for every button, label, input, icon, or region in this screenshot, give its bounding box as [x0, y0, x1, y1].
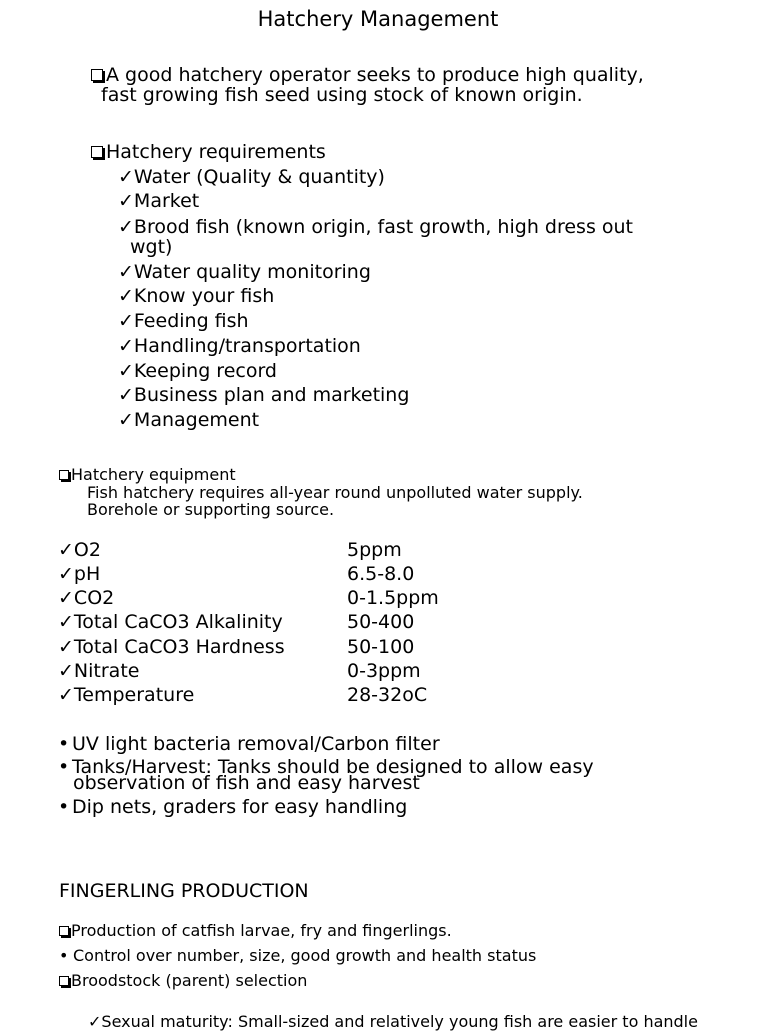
checkmark-icon: ✓ [58, 660, 74, 682]
requirement-text: Brood fish (known origin, fast growth, high dress out [133, 216, 633, 238]
parameter-value: 28-32oC [347, 684, 428, 706]
bullet-item: • UV light bacteria removal/Carbon filter [58, 733, 440, 755]
checkmark-icon: ✓ [118, 166, 134, 188]
fingerling-item: ✓Sexual maturity: Small-sized and relatively young fish are easier to handle [88, 1012, 698, 1031]
parameter-name: ✓Total CaCO3 Hardness [58, 636, 285, 658]
equipment-heading-text: Hatchery equipment [71, 465, 236, 484]
requirement-item [118, 336, 361, 357]
requirements-heading [91, 142, 326, 163]
checkmark-icon: ✓ [88, 1012, 102, 1031]
requirement-item [118, 410, 259, 431]
requirement-text: Know your fish [133, 285, 275, 307]
bullet-dot-icon: • [58, 733, 70, 755]
requirement-item [118, 286, 274, 307]
square-bullet-icon [59, 976, 69, 986]
checkmark-icon: ✓ [118, 360, 134, 382]
checkmark-icon: ✓ [58, 587, 74, 609]
intro-text-1: A good hatchery operator seeks to produce high quality, [106, 64, 644, 86]
checkmark-icon: ✓ [58, 636, 74, 658]
parameter-value: 50-400 [347, 611, 415, 633]
checkmark-icon: ✓ [58, 563, 74, 585]
requirement-item [118, 385, 409, 406]
page-title: Hatchery Management [257, 7, 499, 31]
requirements-heading-text: Hatchery requirements [106, 141, 326, 163]
requirement-text: Market [133, 190, 200, 212]
parameter-value: 0-1.5ppm [347, 587, 439, 609]
checkmark-icon: ✓ [118, 261, 134, 283]
checkmark-icon: ✓ [118, 384, 134, 406]
parameter-name: ✓Nitrate [58, 660, 140, 682]
requirement-item [118, 167, 385, 188]
equipment-heading [59, 466, 236, 484]
parameter-name: ✓pH [58, 563, 101, 585]
checkmark-icon: ✓ [118, 216, 134, 238]
fingerling-item: • Control over number, size, good growth and health status [59, 946, 537, 965]
intro-line-2: fast growing fish seed using stock of known origin. [101, 84, 583, 106]
parameter-value: 0-3ppm [347, 660, 421, 682]
intro-line-1 [91, 65, 644, 86]
requirement-item [118, 191, 199, 212]
equipment-line-1: Fish hatchery requires all-year round unpolluted water supply. [87, 483, 583, 502]
parameter-name: ✓CO2 [58, 587, 115, 609]
bullet-item-continuation: observation of fish and easy harvest [73, 772, 420, 794]
checkmark-icon: ✓ [118, 335, 134, 357]
checkmark-icon: ✓ [58, 684, 74, 706]
requirement-text: Handling/transportation [133, 335, 361, 357]
requirement-text: Feeding fish [133, 310, 249, 332]
fingerling-item: Broodstock (parent) selection [59, 972, 307, 990]
parameter-value: 50-100 [347, 636, 415, 658]
requirement-item-continuation: wgt) [130, 236, 173, 258]
checkmark-icon: ✓ [58, 611, 74, 633]
requirement-item [118, 361, 277, 382]
requirement-text: Water quality monitoring [133, 261, 371, 283]
square-bullet-icon [59, 926, 69, 936]
requirement-text: Water (Quality & quantity) [133, 166, 385, 188]
bullet-dot-icon: • [59, 946, 69, 965]
checkmark-icon: ✓ [118, 409, 134, 431]
parameter-value: 6.5-8.0 [347, 563, 415, 585]
bullet-item: • Tanks/Harvest: Tanks should be designed to allow easy [58, 756, 594, 778]
requirement-text: Business plan and marketing [133, 384, 410, 406]
bullet-dot-icon: • [58, 796, 70, 818]
requirement-text: Keeping record [133, 360, 277, 382]
checkmark-icon: ✓ [58, 539, 74, 561]
bullet-dot-icon: • [58, 756, 70, 778]
requirement-text: Management [133, 409, 260, 431]
bullet-item: • Dip nets, graders for easy handling [58, 796, 408, 818]
fingerling-item: Production of catfish larvae, fry and fingerlings. [59, 922, 452, 940]
equipment-line-2: Borehole or supporting source. [87, 500, 335, 519]
parameter-name: ✓O2 [58, 539, 101, 561]
square-bullet-icon [91, 69, 103, 81]
square-bullet-icon [59, 470, 69, 480]
requirement-item [118, 217, 633, 238]
parameter-value: 5ppm [347, 539, 402, 561]
parameter-name: ✓Total CaCO3 Alkalinity [58, 611, 283, 633]
parameter-name: ✓Temperature [58, 684, 195, 706]
checkmark-icon: ✓ [118, 285, 134, 307]
requirement-item [118, 311, 249, 332]
requirement-item [118, 262, 371, 283]
square-bullet-icon [91, 146, 103, 158]
checkmark-icon: ✓ [118, 190, 134, 212]
section-heading: FINGERLING PRODUCTION [59, 880, 309, 902]
checkmark-icon: ✓ [118, 310, 134, 332]
